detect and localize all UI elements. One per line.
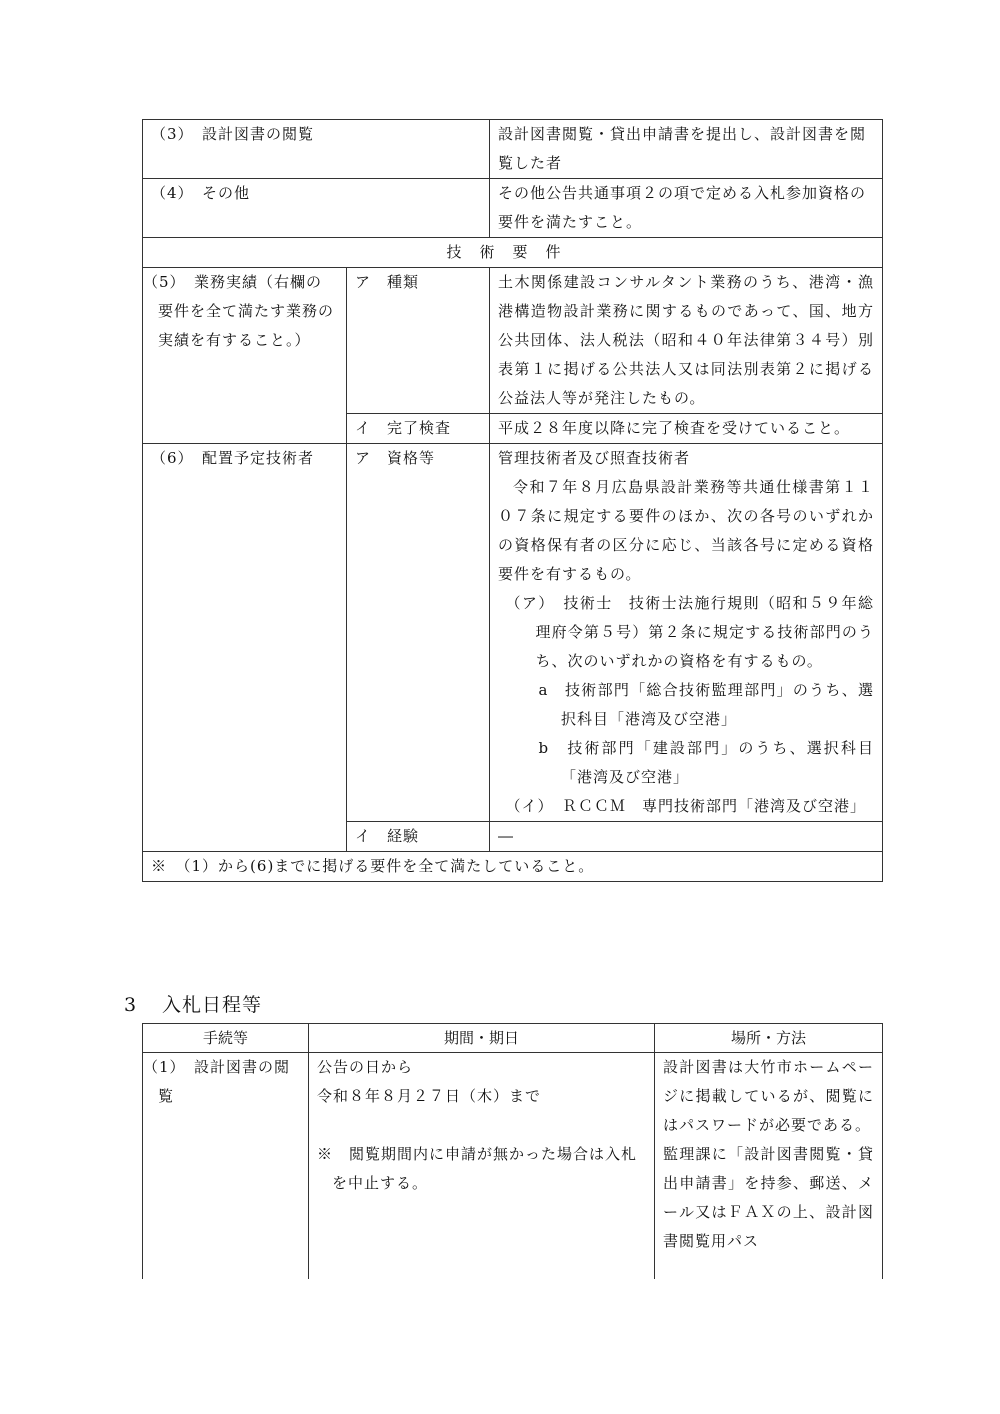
- method-paragraph: 監理課に「設計図書閲覧・貸出申請書」を持参、郵送、メール又はＦＡＸの上、設計図書閲覧用パス: [663, 1145, 874, 1250]
- qualification-subitem: b 技術部門「建設部門」のうち、選択科目「港湾及び空港」: [538, 739, 875, 786]
- row-label: （3） 設計図書の閲覧: [143, 120, 490, 179]
- row-label: （4） その他: [143, 179, 490, 238]
- qualification-table: [142, 119, 883, 882]
- period-cell: [309, 1053, 655, 1280]
- row-requirement: [490, 444, 883, 822]
- procedure-cell: （1） 設計図書の閲覧: [143, 1053, 309, 1280]
- row-requirement: 土木関係建設コンサルタント業務のうち、港湾・漁港構造物設計業務に関するものであって、国、地方公共団体、法人税法（昭和４０年法律第３４号）別表第１に掲げる公共法人又は同法別表第２に掲げる公益法人等が発注したもの。: [490, 268, 883, 414]
- table-row: [143, 238, 883, 268]
- schedule-table: [142, 1023, 883, 1279]
- method-paragraph: 設計図書は大竹市ホームページに掲載しているが、閲覧にはパスワードが必要である。: [663, 1058, 874, 1134]
- table-row: [143, 268, 883, 414]
- qualification-paragraph: 令和７年８月広島県設計業務等共通仕様書第１１０７条に規定する要件のほか、次の各号のいずれかの資格保有者の区分に応じ、当該各号に定める資格要件を有するもの。: [498, 478, 875, 583]
- qualification-item: （ア） 技術士 技術士法施行規則（昭和５９年総理府令第５号）第２条に規定する技術部門のうち、次のいずれかの資格を有するもの。: [505, 594, 875, 670]
- section-heading: [124, 989, 262, 1021]
- table-row: [143, 852, 883, 882]
- section-number: 3: [124, 994, 138, 1016]
- period-line: 令和８年８月２７日（木）まで: [317, 1087, 542, 1105]
- section-title: 入札日程等: [162, 994, 263, 1016]
- table-row: [143, 179, 883, 238]
- tech-requirements-header: 技術要件: [143, 238, 883, 268]
- period-line: 公告の日から: [317, 1058, 414, 1076]
- method-cell: [655, 1053, 883, 1280]
- table-row: [143, 1053, 883, 1280]
- sub-label: イ 経験: [347, 822, 490, 852]
- sub-label: ア 種類: [347, 268, 490, 414]
- row-label: （5） 業務実績（右欄の要件を全て満たす業務の実績を有すること。）: [143, 268, 347, 444]
- sub-label: ア 資格等: [347, 444, 490, 822]
- qualification-item: （イ） ＲＣＣＭ 専門技術部門「港湾及び空港」: [505, 797, 867, 815]
- table-note: ※ （1）から(6)までに掲げる要件を全て満たしていること。: [143, 852, 883, 882]
- period-note: ※ 閲覧期間内に申請が無かった場合は入札を中止する。: [317, 1145, 638, 1192]
- row-requirement: ―: [490, 822, 883, 852]
- column-header: 場所・方法: [655, 1024, 883, 1053]
- qualification-subitem: a 技術部門「総合技術監理部門」のうち、選択科目「港湾及び空港」: [538, 681, 875, 728]
- row-requirement: 設計図書閲覧・貸出申請書を提出し、設計図書を閲覧した者: [490, 120, 883, 179]
- table-row: [143, 120, 883, 179]
- sub-label: イ 完了検査: [347, 414, 490, 444]
- column-header: 期間・期日: [309, 1024, 655, 1053]
- qualification-title: 管理技術者及び照査技術者: [498, 449, 691, 467]
- column-header: 手続等: [143, 1024, 309, 1053]
- spacer: [317, 1111, 646, 1140]
- row-label: （6） 配置予定技術者: [143, 444, 347, 852]
- row-requirement: 平成２８年度以降に完了検査を受けていること。: [490, 414, 883, 444]
- table-row: [143, 444, 883, 822]
- row-requirement: その他公告共通事項２の項で定める入札参加資格の要件を満たすこと。: [490, 179, 883, 238]
- table-header-row: [143, 1024, 883, 1053]
